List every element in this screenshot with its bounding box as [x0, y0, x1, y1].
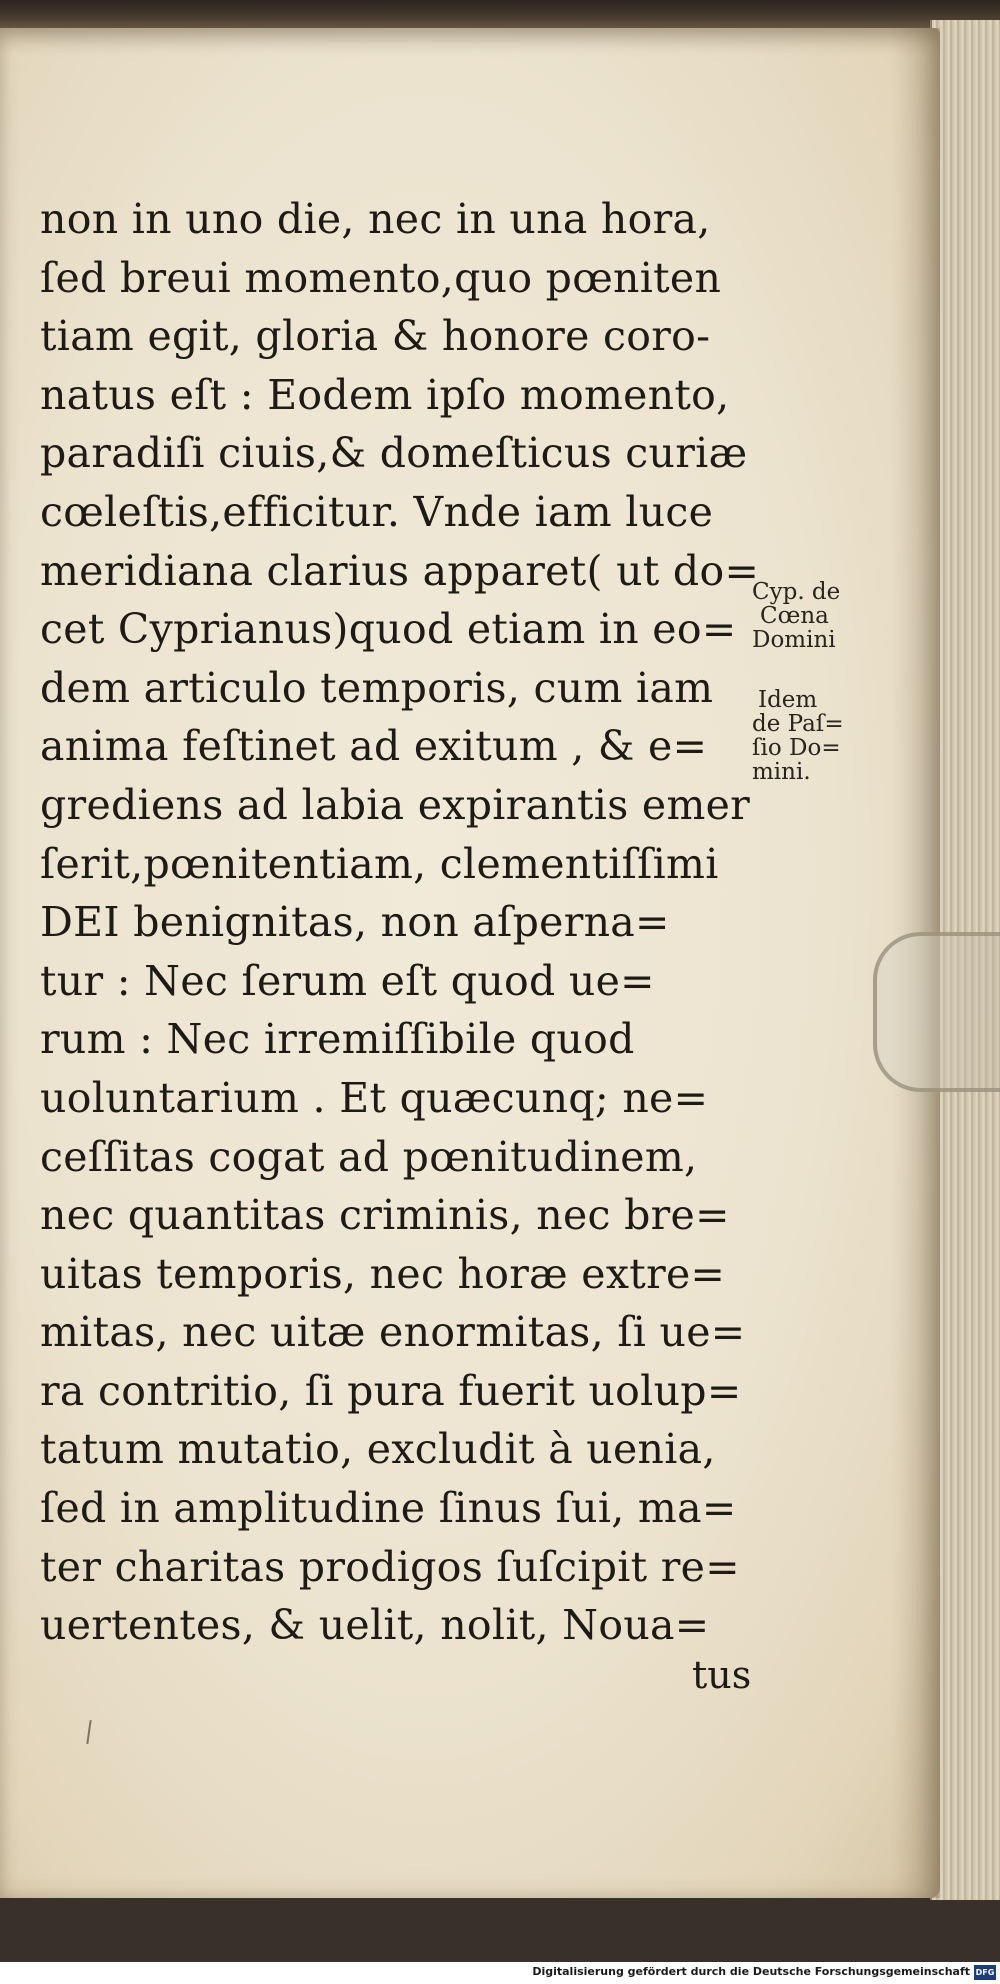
text-line: non in uno die, nec in una hora, — [40, 195, 711, 243]
page-clip — [873, 932, 1000, 1092]
text-line: rum : Nec irremiſſibile quod — [40, 1015, 635, 1064]
margin-note-passion — [752, 688, 902, 784]
book-binding — [0, 0, 1000, 30]
text-line: dem articulo temporis, cum iam — [40, 663, 714, 712]
margin-note-line: Idem — [758, 687, 818, 713]
text-line: ſed in amplitudine ſinus ſui, ma= — [40, 1484, 737, 1533]
margin-note-line: ſio Do= — [752, 735, 841, 761]
text-line: cœleſtis,efficitur. Vnde iam luce — [40, 487, 714, 536]
margin-note-line: de Paſ= — [752, 711, 844, 737]
text-line: anima feſtinet ad exitum , & e= — [40, 722, 708, 771]
text-line: tatum mutatio, excludit à uenia, — [40, 1425, 716, 1474]
text-line: cet Cyprianus)quod etiam in eo= — [40, 605, 737, 654]
text-line: DEI benignitas, non aſperna= — [40, 898, 670, 947]
footer-credit: Digitalisierung gefördert durch die Deutsche Forschungsgemeinschaft — [532, 1965, 970, 1978]
text-line: mitas, nec uitæ enormitas, ſi ue= — [40, 1308, 746, 1357]
margin-note-line: Cœna — [760, 603, 829, 629]
text-line: uitas temporis, nec horæ extre= — [40, 1249, 726, 1298]
text-line: uoluntarium . Et quæcunq; ne= — [40, 1073, 709, 1122]
margin-note-cyprian — [752, 580, 902, 652]
margin-notes — [752, 580, 902, 784]
footer-bar — [0, 1962, 1000, 1984]
margin-note-line: Cyp. de — [752, 579, 841, 605]
text-line: tiam egit, gloria & honore coro- — [40, 312, 711, 361]
text-line: natus eſt : Eodem ipſo momento, — [40, 370, 730, 419]
text-line: paradiſi ciuis,& domeſticus curiæ — [40, 429, 748, 478]
text-line: ſerit,pœnitentiam, clementiſſimi — [40, 839, 719, 888]
text-line: nec quantitas criminis, nec bre= — [40, 1191, 730, 1240]
text-line: ceſſitas cogat ad pœnitudinem, — [40, 1132, 698, 1181]
main-text-block — [40, 190, 760, 1655]
text-line: ſed breui momento,quo pœniten — [40, 253, 722, 302]
text-line: tur : Nec ſerum eſt quod ue= — [40, 956, 655, 1005]
catchword: tus — [692, 1653, 752, 1697]
dfg-logo: DFG — [974, 1965, 996, 1980]
text-line: uertentes, & uelit, nolit, Noua= — [40, 1601, 710, 1650]
text-line: ter charitas prodigos ſuſcipit re= — [40, 1542, 740, 1591]
margin-note-line: mini. — [752, 759, 811, 785]
text-line: ra contritio, ſi pura fuerit uolup= — [40, 1366, 742, 1415]
text-line: grediens ad labia expirantis emer — [40, 780, 751, 829]
margin-note-line: Domini — [752, 627, 836, 653]
text-line: meridiana clarius apparet( ut do= — [40, 546, 760, 595]
